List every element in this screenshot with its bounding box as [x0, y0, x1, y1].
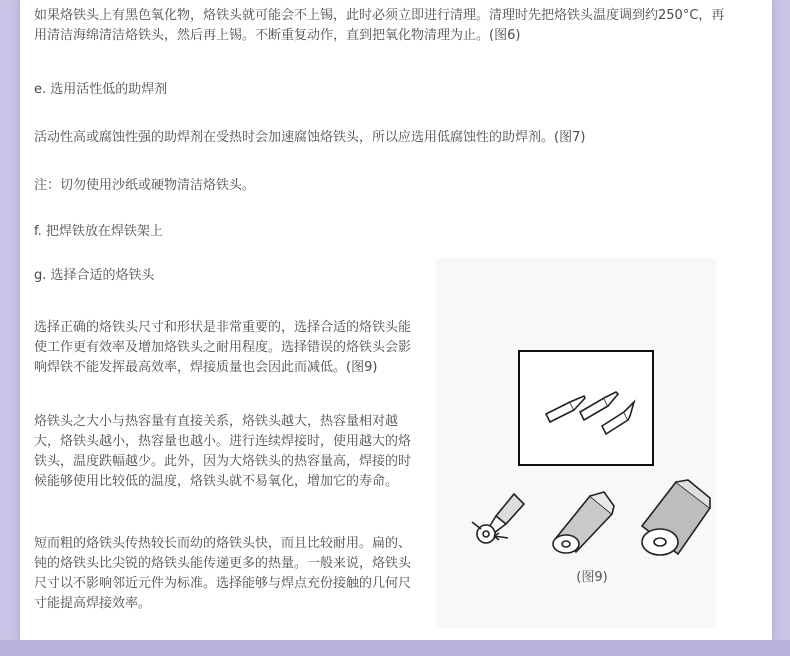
fine-tip-icon [468, 486, 532, 556]
paragraph-tip-size: 烙铁头之大小与热容量有直接关系，烙铁头越大，热容量相对越大，烙铁头越小，热容量也越小。进行连续焊接时，使用越大的烙铁头，温度跌幅越少。此外，因为大烙铁头的热容量高，焊接的时候能够使用比较低的温度，烙铁头就不易氧化，增加它的寿命。 [34, 414, 412, 489]
heading-g: g. 选择合适的烙铁头 [34, 268, 155, 283]
page-bottom-band [0, 640, 790, 656]
medium-tip-icon [546, 482, 616, 554]
heading-e: e. 选用活性低的助焊剂 [34, 82, 168, 97]
large-tip-icon [636, 474, 712, 558]
paragraph-tip-shape: 短而粗的烙铁头传热较长而幼的烙铁头快，而且比较耐用。扁的、钝的烙铁头比尖锐的烙铁头能传递更多的热量。一般来说，烙铁头尺寸以不影响邻近元件为标准。选择能够与焊点充份接触的几何尺寸能提高焊接效率。 [34, 536, 412, 611]
paragraph-choose-tip: 选择正确的烙铁头尺寸和形状是非常重要的，选择合适的烙铁头能使工作更有效率及增加烙铁头之耐用程度。选择错误的烙铁头会影响焊铁不能发挥最高效率，焊接质量也会因此而减低。(图9) [34, 320, 412, 375]
figure-9-box [518, 350, 654, 466]
paragraph-oxide: 如果烙铁头上有黑色氧化物，烙铁头就可能会不上锡，此时必须立即进行清理。清理时先把烙铁头温度调到约250°C，再用清洁海绵清洁烙铁头，然后再上锡。不断重复动作，直到把氧化物清理为止。(图6) [34, 8, 725, 43]
soldering-tips-icon [520, 352, 652, 464]
note: 注：切勿使用沙纸或硬物清洁烙铁头。 [34, 178, 256, 193]
figure-9-caption: (图9) [576, 570, 608, 585]
heading-f: f. 把焊铁放在焊铁架上 [34, 224, 163, 239]
paragraph-flux: 活动性高或腐蚀性强的助焊剂在受热时会加速腐蚀烙铁头，所以应选用低腐蚀性的助焊剂。(图7) [34, 130, 586, 145]
